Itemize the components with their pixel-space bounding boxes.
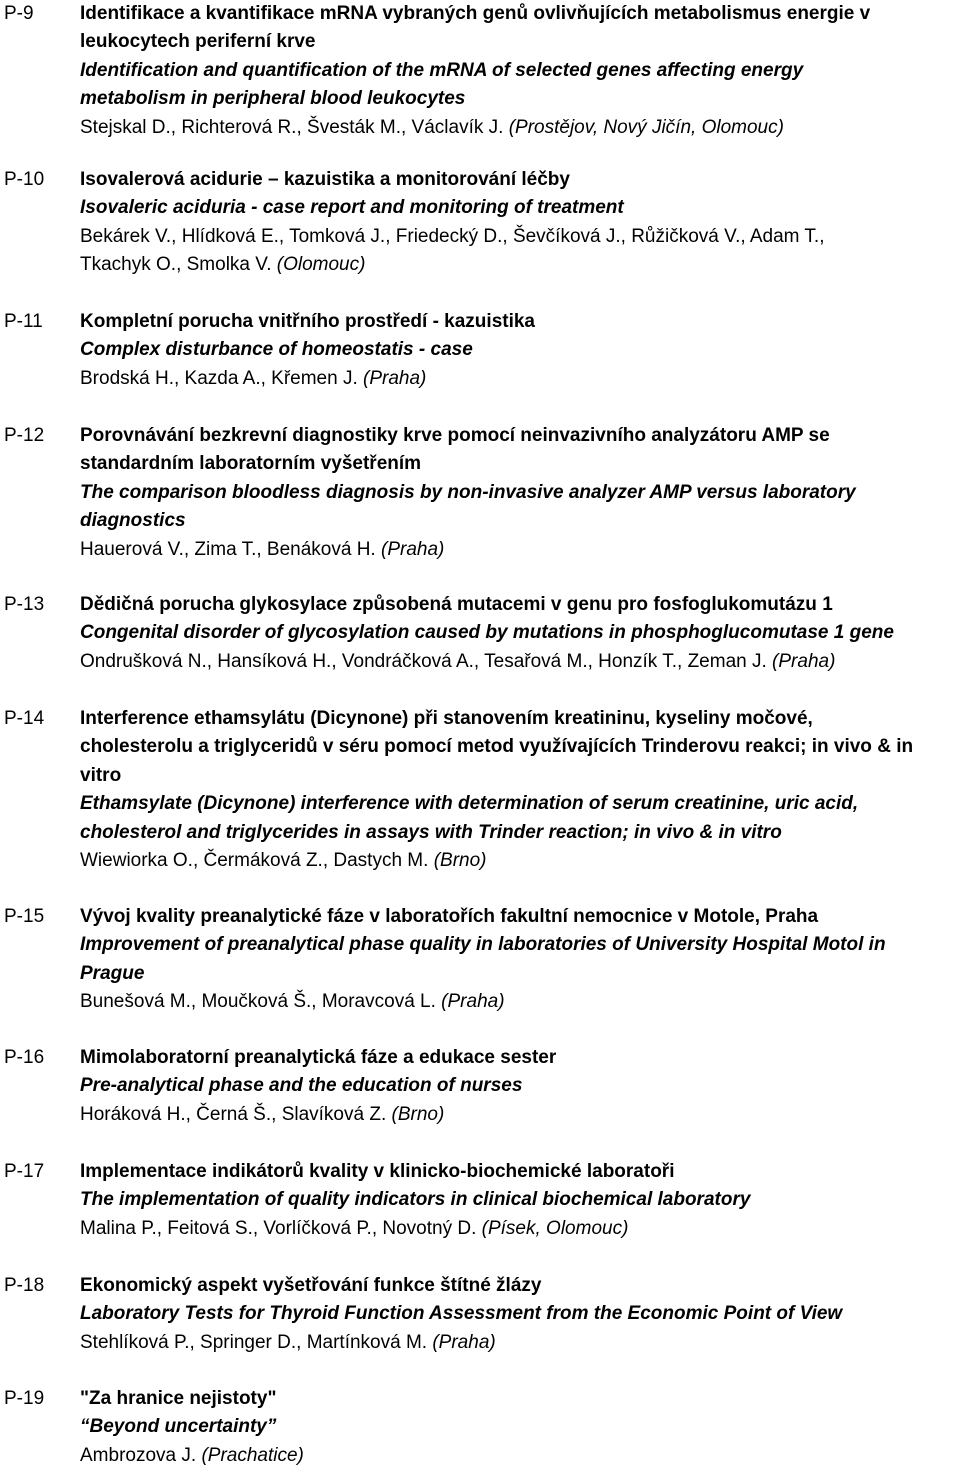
author-names: Horáková H., Černá Š., Slavíková Z. [80,1103,387,1125]
abstract-body [80,591,960,676]
authors [80,1329,960,1357]
authors [80,1101,960,1129]
authors [80,114,960,142]
authors [80,847,960,875]
title-czech: Mimolaboratorní preanalytická fáze a edukace sester [80,1047,557,1068]
author-names: Ondrušková N., Hansíková H., Vondráčková A., Tesařová M., Honzík T., Zeman J. [80,650,767,672]
authors [80,223,960,251]
abstract-body [80,1385,960,1470]
title-czech: "Za hranice nejistoty" [80,1388,277,1409]
location: (Olomouc) [276,254,366,276]
authors [80,536,960,564]
title-czech: vitro [80,764,122,786]
poster-code: P-9 [4,3,34,24]
title-czech: Implementace indikátorů kvality v klinicko-biochemické laboratoři [80,1161,675,1182]
title-czech: Ekonomický aspekt vyšetřování funkce štítné žlázy [80,1275,542,1296]
author-names: Brodská H., Kazda A., Křemen J. [80,367,358,389]
poster-code: P-11 [4,311,43,332]
location: (Brno) [391,1103,445,1125]
poster-code: P-17 [4,1161,45,1182]
authors [80,251,960,279]
title-czech: standardním laboratorním vyšetřením [80,453,422,475]
author-names: Stejskal D., Richterová R., Švesták M., Václavík J. [80,116,504,138]
title-english: Complex disturbance of homeostatis - case [80,339,473,361]
title-czech: Vývoj kvality preanalytické fáze v laboratořích fakultní nemocnice v Motole, Praha [80,906,819,927]
location: (Praha) [432,1331,496,1353]
poster-code: P-10 [4,169,45,190]
poster-code: P-19 [4,1388,45,1409]
title-english: cholesterol and triglycerides in assays with Trinder reaction; in vivo & in vitro [80,821,782,843]
poster-code: P-15 [4,906,45,927]
title-czech: cholesterolu a triglyceridů v séru pomocí metod využívajících Trinderovu reakci; in vivo & in [80,736,914,758]
title-czech: Porovnávání bezkrevní diagnostiky krve pomocí neinvazivního analyzátoru AMP se [80,425,830,446]
title-english: “Beyond uncertainty” [80,1416,277,1438]
authors [80,1215,960,1243]
title-czech: Identifikace a kvantifikace mRNA vybraných genů ovlivňujících metabolismus energie v [80,3,871,24]
title-czech: leukocytech periferní krve [80,31,316,53]
title-english: Ethamsylate (Dicynone) interference with determination of serum creatinine, uric acid, [80,793,859,815]
location: (Praha) [772,650,836,672]
abstract-body [80,1158,960,1243]
title-english: diagnostics [80,510,186,532]
abstract-body [80,1272,960,1357]
poster-code: P-12 [4,425,45,446]
poster-code: P-13 [4,594,45,615]
title-english: Congenital disorder of glycosylation caused by mutations in phosphoglucomutase 1 gene [80,622,894,644]
author-names: Malina P., Feitová S., Vorlíčková P., Novotný D. [80,1217,477,1239]
authors [80,648,960,676]
location: (Prachatice) [201,1444,304,1466]
location: (Prostějov, Nový Jičín, Olomouc) [508,116,784,138]
location: (Písek, Olomouc) [481,1217,629,1239]
poster-code: P-16 [4,1047,45,1068]
title-english: metabolism in peripheral blood leukocytes [80,88,466,110]
location: (Brno) [433,850,487,872]
abstract-body [80,308,960,393]
poster-code: P-18 [4,1275,45,1296]
title-english: Improvement of preanalytical phase quality in laboratories of University Hospital Motol in [80,934,886,956]
abstract-body [80,0,960,142]
location: (Praha) [441,991,505,1013]
author-names: Stehlíková P., Springer D., Martínková M. [80,1331,428,1353]
abstract-body [80,903,960,1017]
poster-code: P-14 [4,708,45,729]
location: (Praha) [363,367,427,389]
author-names: Hauerová V., Zima T., Benáková H. [80,538,376,560]
title-english: The implementation of quality indicators in clinical biochemical laboratory [80,1189,751,1211]
title-czech: Isovalerová acidurie – kazuistika a monitorování léčby [80,169,570,190]
title-english: Isovaleric aciduria - case report and monitoring of treatment [80,197,624,219]
title-english: Pre-analytical phase and the education of nurses [80,1075,523,1097]
location: (Praha) [381,538,445,560]
title-english: The comparison bloodless diagnosis by non-invasive analyzer AMP versus laboratory [80,481,856,503]
abstract-body [80,1044,960,1129]
abstract-body [80,705,960,875]
author-names: Bunešová M., Moučková Š., Moravcová L. [80,991,436,1013]
author-names: Ambrozova J. [80,1444,197,1466]
author-names: Tkachyk O., Smolka V. [80,254,272,276]
abstract-body [80,166,960,280]
title-english: Identification and quantification of the mRNA of selected genes affecting energy [80,59,804,81]
author-names: Wiewiorka O., Čermáková Z., Dastych M. [80,850,429,872]
author-names: Bekárek V., Hlídková E., Tomková J., Friedecký D., Ševčíková J., Růžičková V., Adam T., [80,225,825,247]
title-czech: Interference ethamsylátu (Dicynone) při stanovením kreatininu, kyseliny močové, [80,708,813,729]
abstract-body [80,422,960,564]
title-czech: Kompletní porucha vnitřního prostředí - kazuistika [80,311,535,332]
title-english: Prague [80,962,145,984]
authors [80,988,960,1016]
authors [80,365,960,393]
title-czech: Dědičná porucha glykosylace způsobená mutacemi v genu pro fosfoglukomutázu 1 [80,594,833,615]
title-english: Laboratory Tests for Thyroid Function Assessment from the Economic Point of View [80,1303,843,1325]
